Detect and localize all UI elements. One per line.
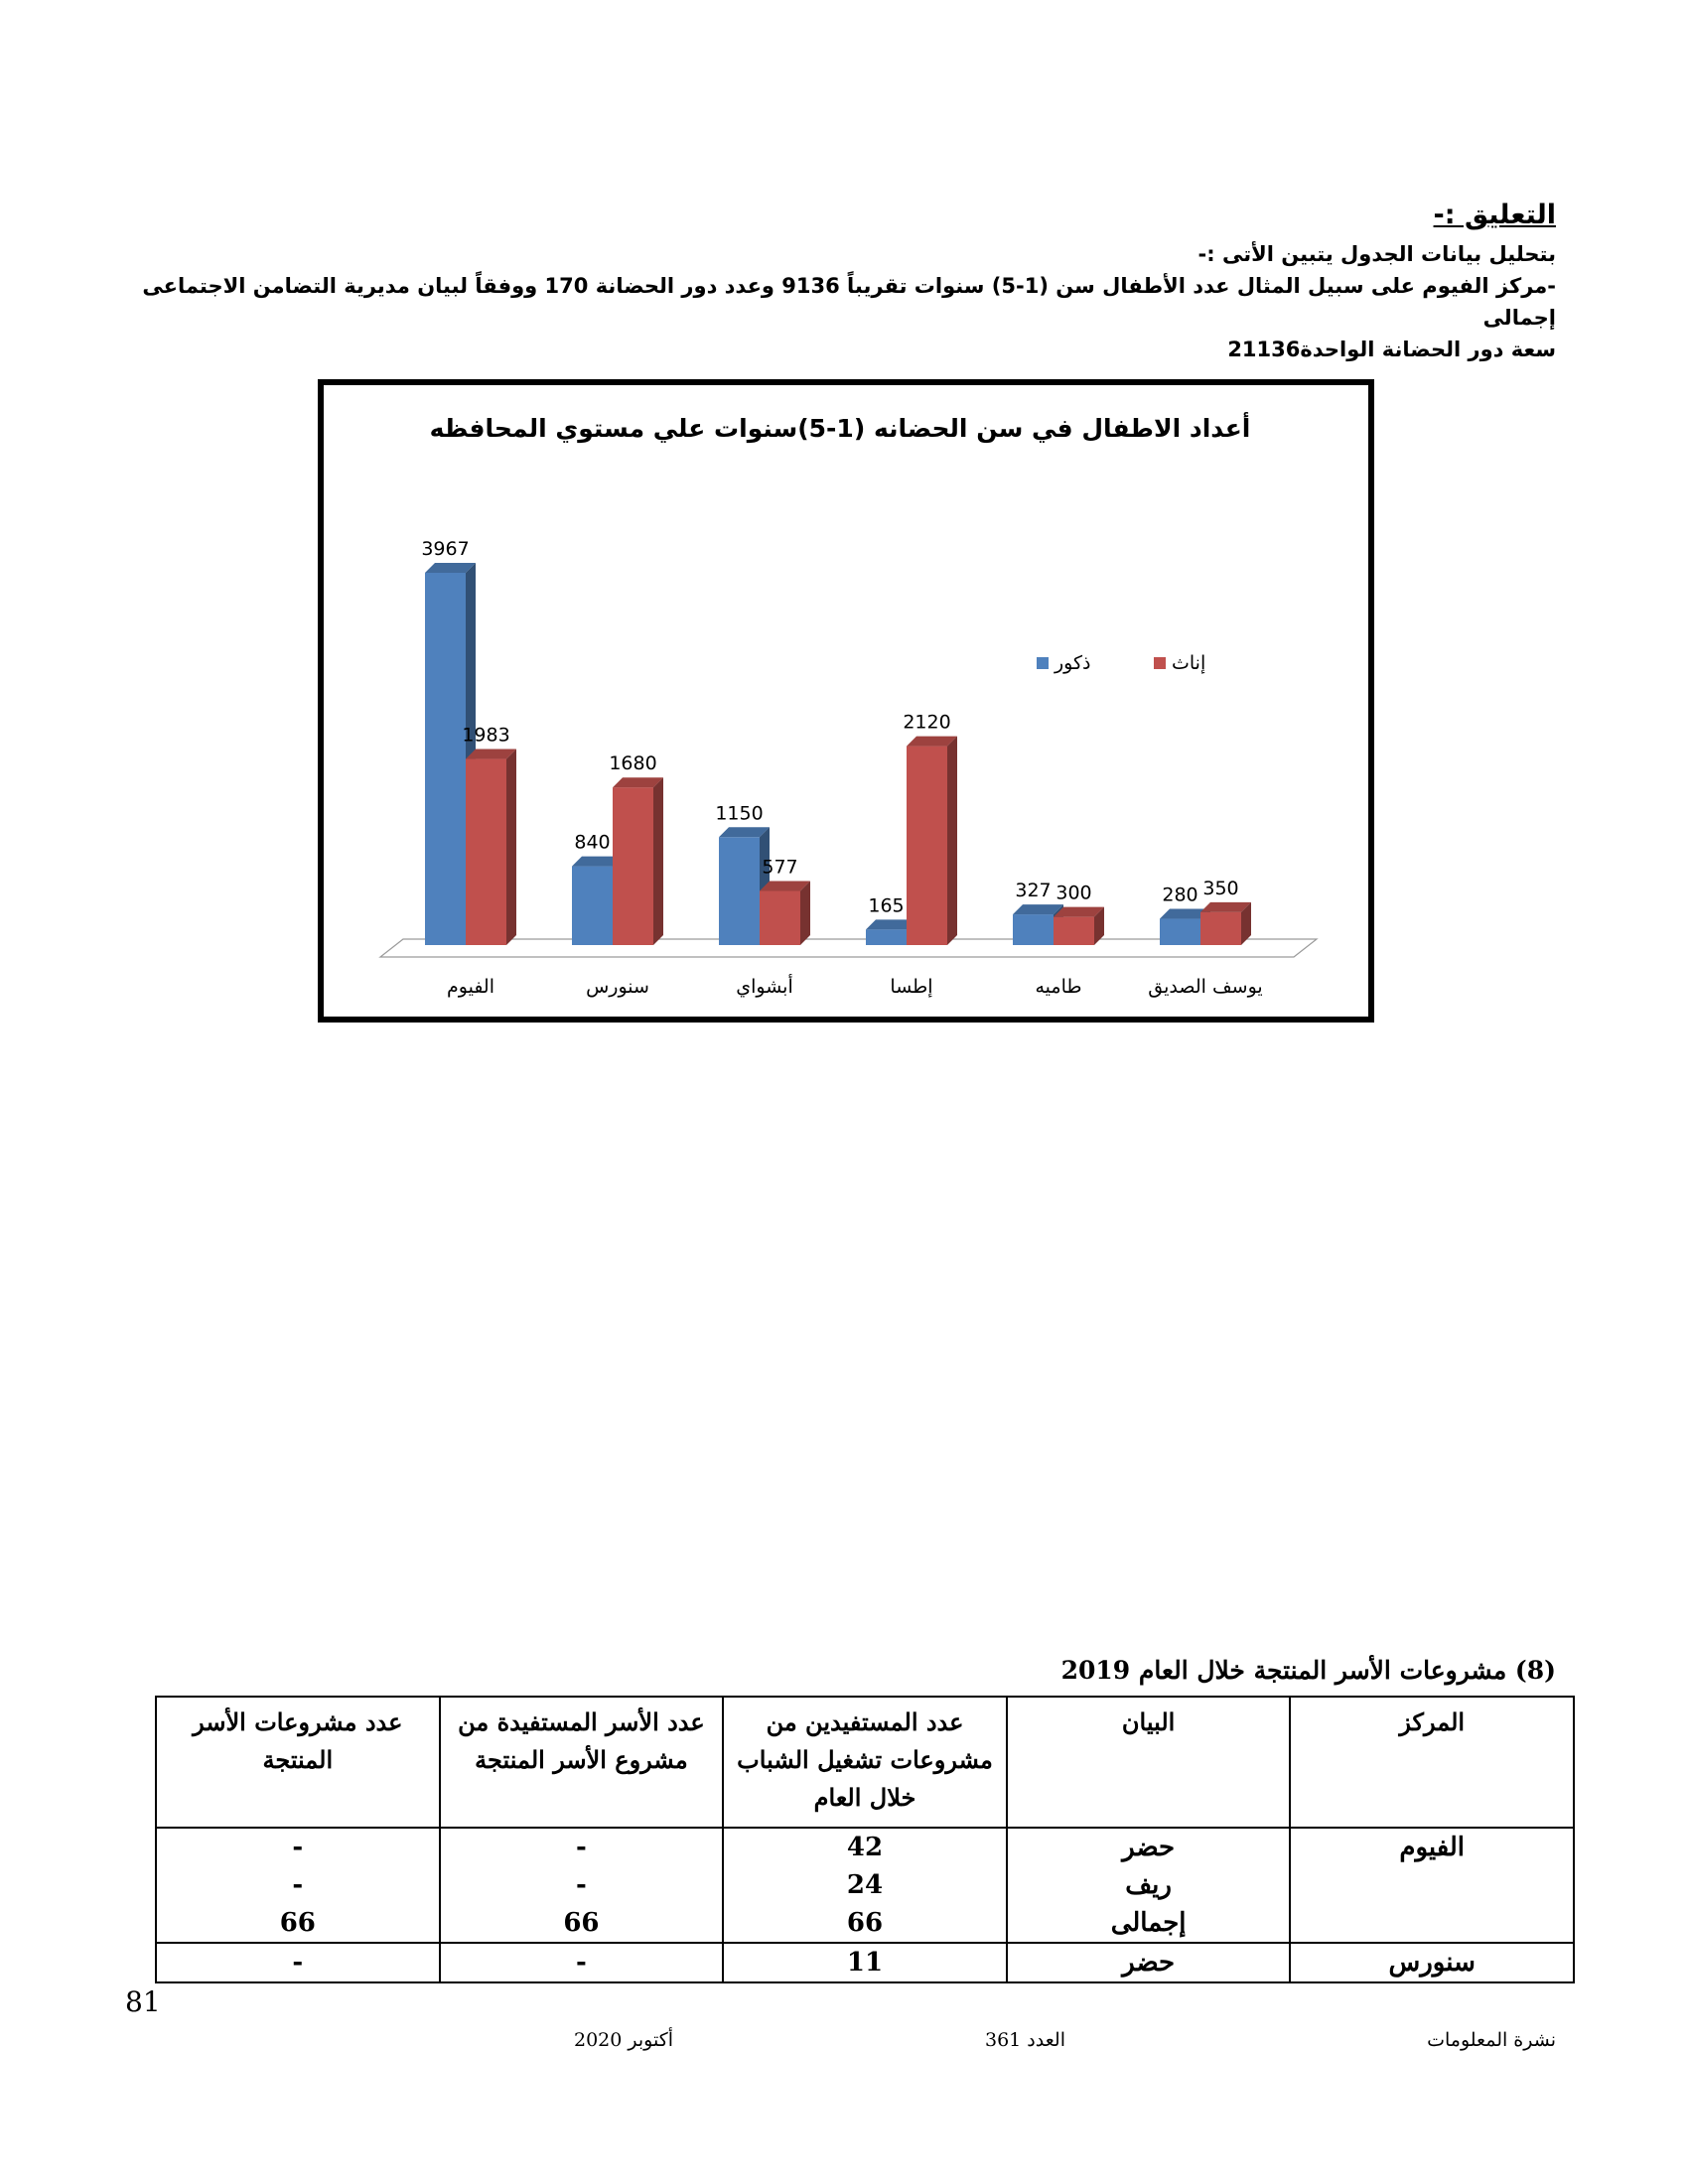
cell-center: الفيوم [1290,1828,1574,1943]
legend-label-0: ذكور [1055,652,1091,674]
cell-projects: - [156,1866,440,1904]
data-label-5-0: 280 [1162,884,1198,906]
cell-center: سنورس [1290,1943,1574,1982]
bar-side-0-1 [506,750,516,945]
bar-5-0 [1160,919,1200,945]
legend-swatch-1 [1154,657,1166,669]
cell-youth: 24 [723,1866,1007,1904]
footer-publication: نشرة المعلومات [1427,2029,1556,2051]
bar-side-2-1 [800,881,810,945]
table-row [156,1828,1574,1866]
cell-youth: 42 [723,1828,1007,1866]
bar-4-1 [1054,917,1094,945]
cell-families: - [440,1866,724,1904]
cell-item: ريف [1007,1866,1291,1904]
chart-frame [318,379,1374,1023]
data-label-2-1: 577 [762,856,798,879]
category-label-0: الفيوم [447,976,494,998]
legend-label-1: إناث [1172,652,1206,674]
category-label-4: طاميه [1035,976,1082,998]
chart-bars [425,563,1251,945]
bar-chart [324,385,1368,1017]
bar-2-0 [719,837,760,945]
data-label-5-1: 350 [1202,877,1239,899]
data-label-1-0: 840 [574,831,611,854]
cell-youth: 11 [723,1943,1007,1982]
chart-legend [1037,652,1205,675]
category-label-5: يوسف الصديق [1148,976,1263,998]
bar-1-1 [613,787,653,945]
data-label-4-0: 327 [1015,880,1052,902]
table-row [156,1943,1574,1982]
cell-youth: 66 [723,1904,1007,1943]
cell-projects: - [156,1828,440,1866]
bar-side-3-1 [947,737,957,945]
bar-3-0 [866,929,907,945]
bar-side-1-1 [653,777,663,945]
bar-2-1 [760,890,800,945]
header-projects-count: عدد مشروعات الأسر المنتجة [156,1697,440,1828]
data-label-0-0: 3967 [421,538,470,560]
header-beneficiary-families: عدد الأسر المستفيدة من مشروع الأسر المنتجة [440,1697,724,1828]
footer-date: أكتوبر 2020 [574,2029,674,2051]
data-label-1-1: 1680 [609,752,657,775]
commentary-line-2: -مركز الفيوم على سبيل المثال عدد الأطفال سن (1-5) سنوات تقريباً 9136 وعدد دور الحضانة 170 ووفقاً لبيان مديرية التضامن الاجتماعى إجمالى [142,274,1556,330]
data-label-3-1: 2120 [903,711,951,734]
bar-0-1 [466,759,506,945]
data-label-0-1: 1983 [462,724,510,747]
table-caption: (8) مشروعات الأسر المنتجة خلال العام 2019 [1060,1656,1556,1685]
category-label-1: سنورس [586,976,649,998]
data-label-2-0: 1150 [715,802,764,825]
chart-category-labels [447,974,1263,999]
cell-families: - [440,1943,724,1982]
data-label-3-0: 165 [868,894,905,917]
commentary-heading: التعليق :- [1433,200,1556,230]
category-label-3: إطسا [890,976,933,998]
legend-swatch-0 [1037,657,1049,669]
productive-families-table [155,1696,1575,1983]
header-youth-beneficiaries: عدد المستفيدين من مشروعات تشغيل الشباب خلال العام [723,1697,1007,1828]
cell-item: حضر [1007,1943,1291,1982]
commentary-line-1: بتحليل بيانات الجدول يتبين الأتى :- [1197,242,1556,266]
chart-title: أعداد الاطفال في سن الحضانه (1-5)سنوات علي مستوي المحافظه [429,414,1251,443]
cell-item: حضر [1007,1828,1291,1866]
cell-item: إجمالى [1007,1904,1291,1943]
bar-4-0 [1013,914,1054,945]
header-center: المركز [1290,1697,1574,1828]
cell-families: - [440,1828,724,1866]
page-number: 81 [125,1985,161,2018]
commentary-line-3: سعة دور الحضانة الواحدة21136 [1227,338,1556,361]
bar-1-0 [572,867,613,945]
cell-projects: 66 [156,1904,440,1943]
category-label-2: أبشواي [736,976,793,998]
table-header-row [156,1697,1574,1828]
bar-5-1 [1200,912,1241,945]
bar-3-1 [907,747,947,945]
bar-0-0 [425,573,466,945]
cell-families: 66 [440,1904,724,1943]
cell-projects: - [156,1943,440,1982]
chart-data-labels [421,538,1238,916]
data-label-4-1: 300 [1055,882,1092,904]
commentary [126,197,1556,365]
footer-issue: العدد 361 [985,2029,1065,2051]
header-item: البيان [1007,1697,1291,1828]
